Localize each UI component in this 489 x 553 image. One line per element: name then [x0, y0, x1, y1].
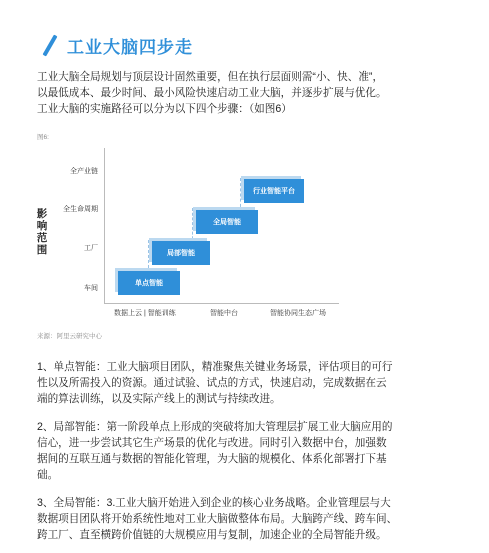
- paragraph-line: 2、局部智能：第一阶段单点上形成的突破将加大管理层扩展工业大脑应用的: [37, 421, 393, 433]
- step-box-1: [118, 271, 180, 295]
- paragraph-line: 端的算法训练，以及实际产线上的测试与持续改进。: [37, 393, 281, 405]
- figure-label: 图6:: [37, 134, 49, 141]
- step-3-paragraph: [37, 495, 457, 543]
- y-tick: 全生命周期: [63, 206, 98, 213]
- section-header: [41, 32, 193, 58]
- intro-line: 工业大脑全局规划与顶层设计固然重要，但在执行层面则需“小、快、准”，: [37, 71, 384, 83]
- y-tick: 工厂: [84, 245, 98, 252]
- y-axis: [104, 148, 105, 303]
- step-label: 全局智能: [196, 210, 258, 234]
- step-2-paragraph: [37, 419, 457, 483]
- paragraph-line: 数据项目团队将开始系统性地对工业大脑做整体布局。大脑跨产线、跨车间、: [37, 513, 398, 525]
- paragraph-line: 信心，进一步尝试其它生产场景的优化与改进。同时引入数据中台，加强数: [37, 437, 387, 449]
- step-label: 局部智能: [152, 241, 210, 265]
- steps-diagram: [30, 140, 350, 330]
- paragraph-line: 跨工厂、直至横跨价值链的大规模应用与复制，加速企业的全局智能升级。: [37, 529, 387, 541]
- step-box-2: [152, 241, 210, 265]
- intro-paragraph: [37, 69, 457, 117]
- x-axis: [104, 303, 339, 304]
- intro-line: 工业大脑的实施路径可以分为以下四个步骤：（如图6）: [37, 103, 292, 115]
- paragraph-line: 3、全局智能：3.工业大脑开始进入到企业的核心业务战略。企业管理层与大: [37, 497, 391, 509]
- y-tick: 车间: [84, 285, 98, 292]
- step-box-4: [244, 179, 304, 203]
- y-axis-label-char: 响: [36, 220, 48, 232]
- figure-source: 来源：阿里云研究中心: [37, 333, 102, 340]
- y-tick: 全产业链: [70, 168, 98, 175]
- paragraph-line: 1、单点智能：工业大脑项目团队，精准聚焦关键业务场景，评估项目的可行: [37, 361, 393, 373]
- slash-icon: [41, 35, 59, 55]
- intro-line: 以最低成本、最少时间、最小风险快速启动工业大脑，并逐步扩展与优化。: [37, 87, 387, 99]
- paragraph-line: 础。: [37, 469, 59, 481]
- paragraph-line: 性以及所需投入的资源。通过试验、试点的方式，快速启动，完成数据在云: [37, 377, 387, 389]
- paragraph-line: 据间的互联互通与数据的智能化管理，为大脑的规模化、体系化部署打下基: [37, 453, 387, 465]
- step-box-3: [196, 210, 258, 234]
- x-tick: 智能协同生态广场: [270, 310, 326, 317]
- step-1-paragraph: [37, 359, 457, 407]
- y-axis-label-char: 范: [36, 232, 48, 244]
- step-label: 单点智能: [118, 271, 180, 295]
- y-axis-label-char: 影: [36, 208, 48, 220]
- x-tick: 数据上云 | 智能训练: [114, 310, 176, 317]
- y-axis-label-char: 围: [36, 244, 48, 256]
- step-label: 行业智能平台: [244, 179, 304, 203]
- x-tick: 智能中台: [210, 310, 238, 317]
- page-title: 工业大脑四步走: [67, 37, 193, 57]
